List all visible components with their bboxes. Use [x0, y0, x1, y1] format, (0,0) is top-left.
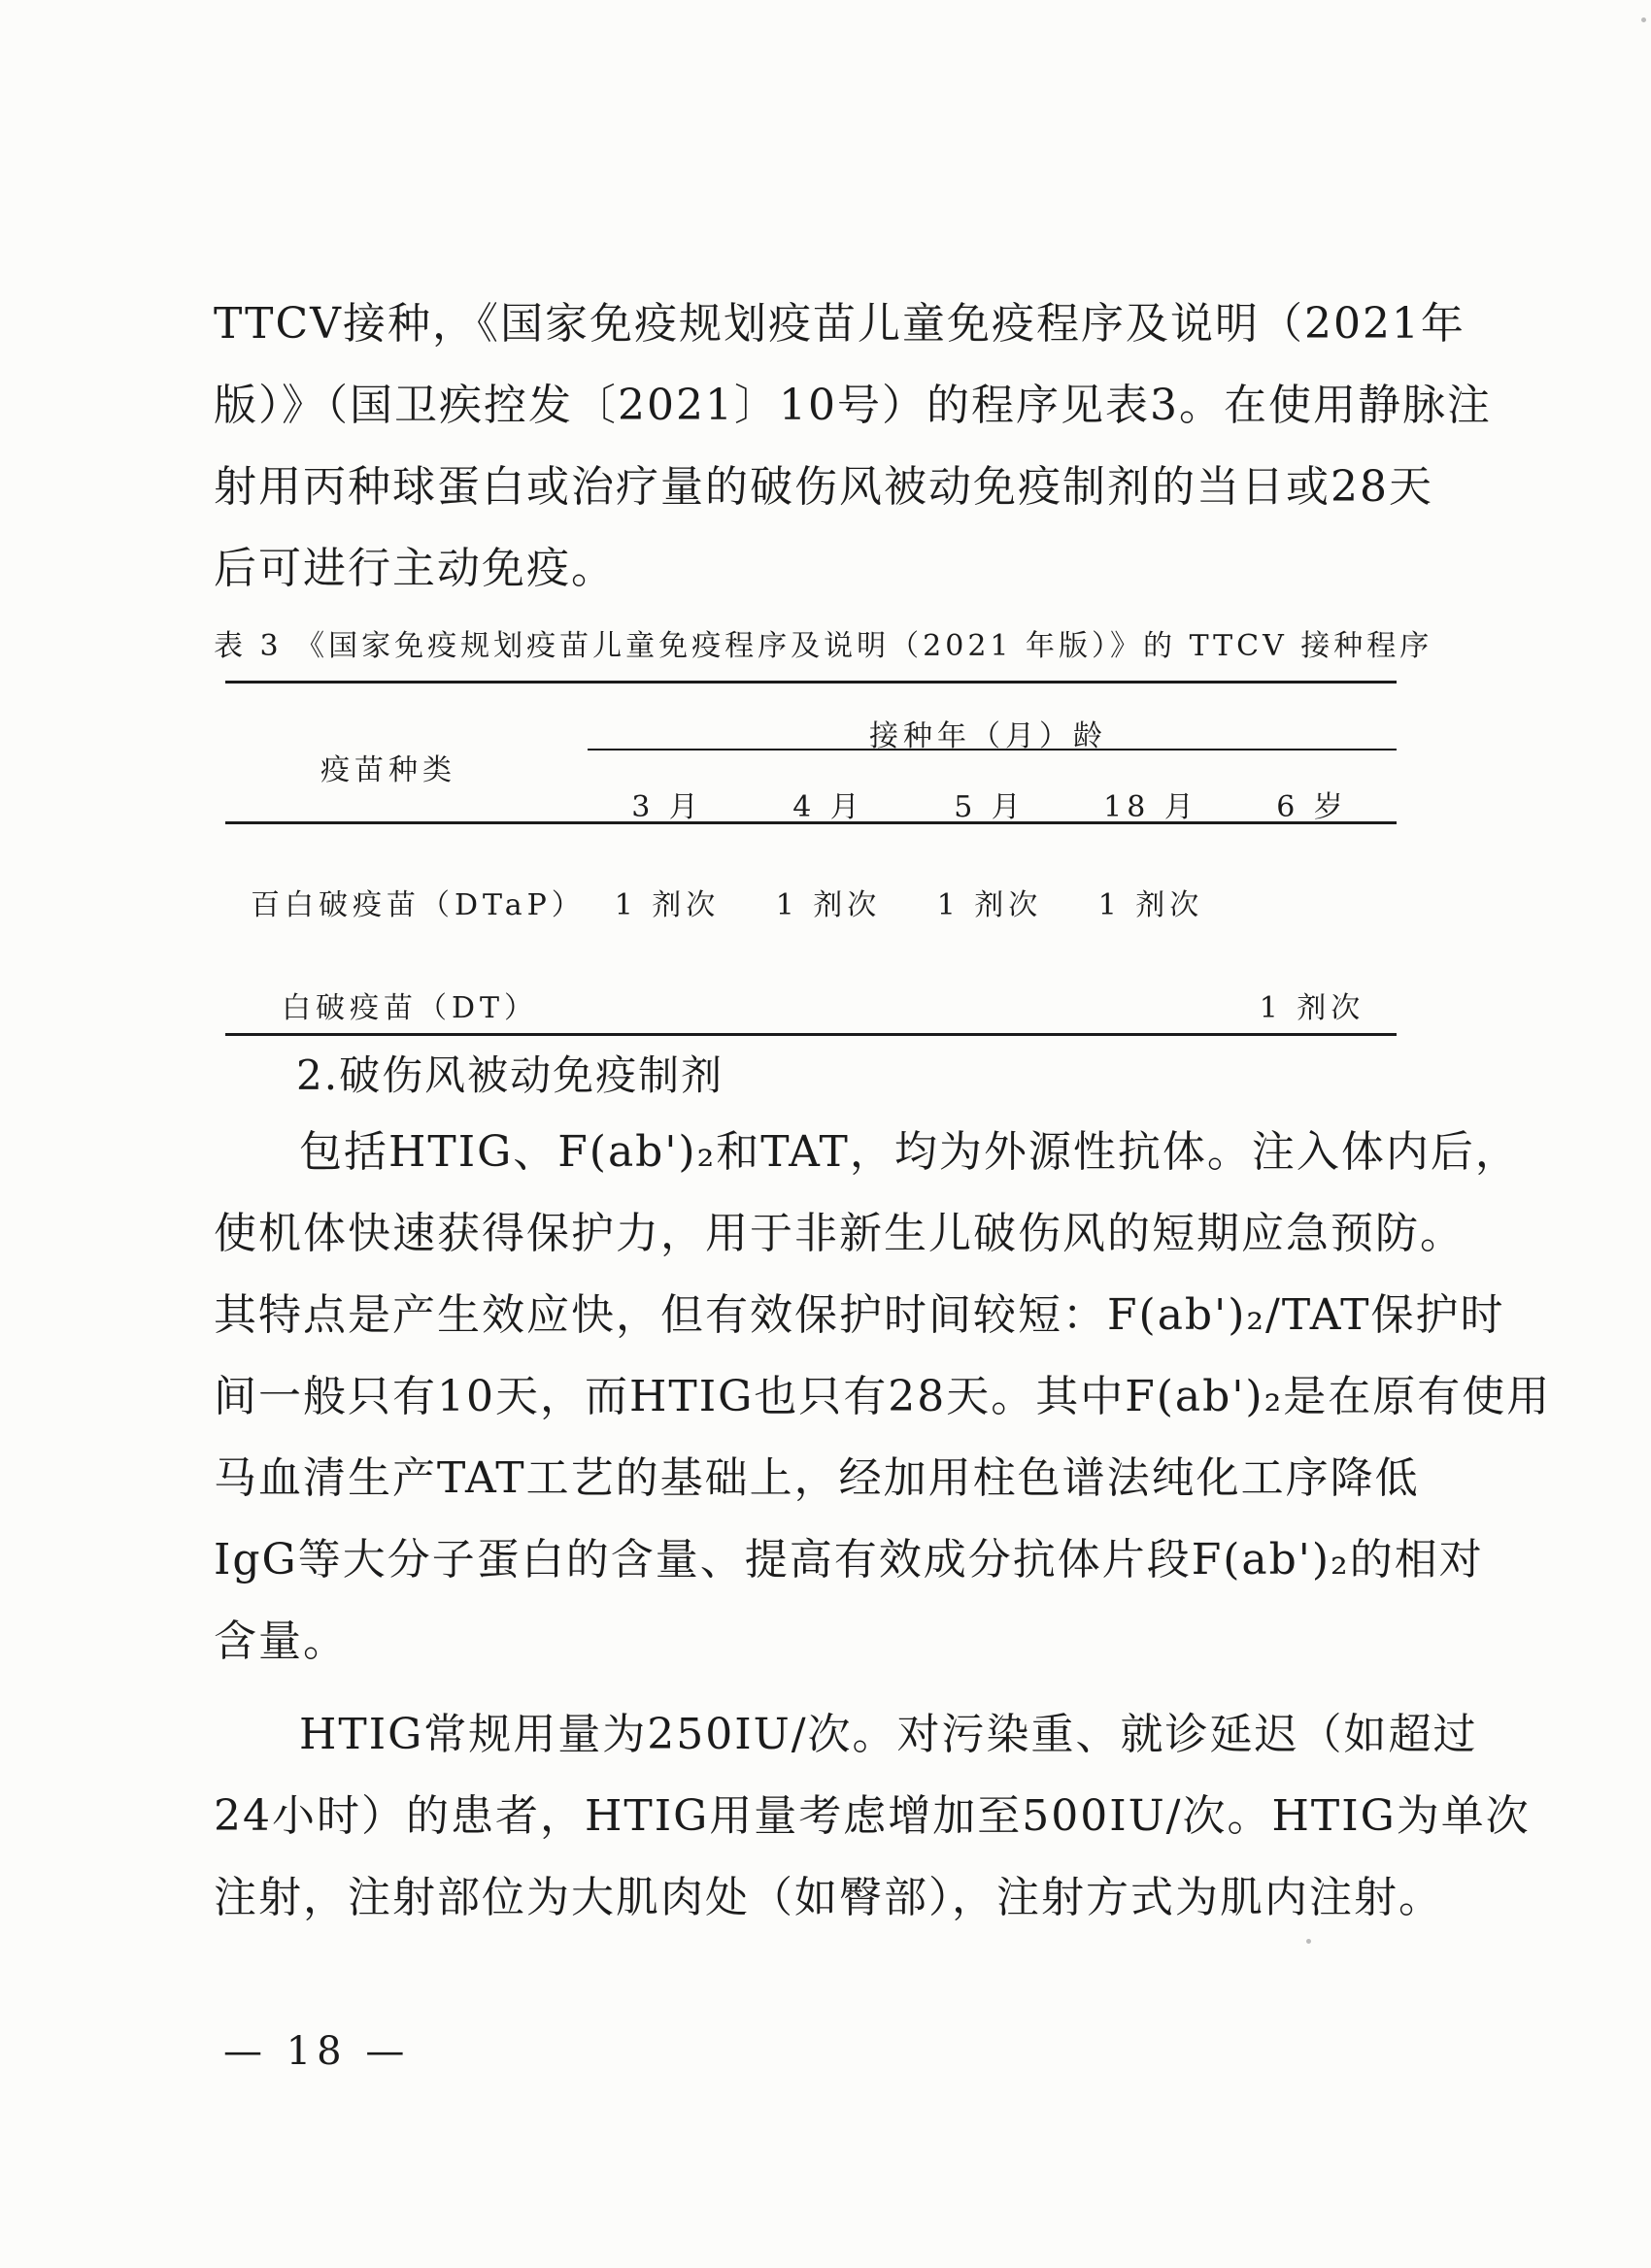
table-header-age: 接种年（月）龄 — [869, 719, 1107, 753]
text-line: 版）》（国卫疾控发〔2021〕10号）的程序见表3。在使用静脉注 — [214, 381, 1492, 430]
text-line: 包括HTIG、F(ab')₂和TAT，均为外源性抗体。注入体内后， — [299, 1127, 1520, 1177]
age-column-header: 6 岁 — [1276, 790, 1348, 824]
table-bottom-rule — [225, 1033, 1397, 1036]
age-column-header: 3 月 — [631, 790, 703, 824]
table-row-name: 白破疫苗（DT） — [282, 991, 539, 1025]
text-line: 马血清生产TAT工艺的基础上，经加用柱色谱法纯化工序降低 — [214, 1453, 1420, 1503]
table-caption: 表 3 《国家免疫规划疫苗儿童免疫程序及说明（2021 年版）》的 TTCV 接种程序 — [214, 629, 1433, 663]
text-line: HTIG常规用量为250IU/次。对污染重、就诊延迟（如超过 — [299, 1710, 1478, 1759]
text-line: 注射，注射部位为大肌肉处（如臀部），注射方式为肌内注射。 — [214, 1873, 1443, 1922]
scan-speck — [1306, 1939, 1311, 1944]
passive-immunity-paragraph — [214, 1112, 1552, 1683]
age-column-header: 4 月 — [792, 790, 864, 824]
text-line: 24小时）的患者，HTIG用量考虑增加至500IU/次。HTIG为单次 — [214, 1791, 1531, 1841]
text-line: 其特点是产生效应快，但有效保护时间较短：F(ab')₂/TAT保护时 — [214, 1290, 1505, 1340]
age-column-header: 18 月 — [1103, 790, 1198, 824]
dose-cell: 1 剂次 — [1259, 991, 1365, 1025]
table-row-name: 百白破疫苗（DTaP） — [251, 888, 586, 922]
scan-speck — [1641, 17, 1646, 22]
dosage-paragraph — [214, 1694, 1531, 1939]
text-line: TTCV接种，《国家免疫规划疫苗儿童免疫程序及说明（2021年 — [214, 299, 1466, 349]
dose-cell: 1 剂次 — [614, 888, 721, 922]
text-line: 含量。 — [214, 1617, 348, 1666]
intro-paragraph — [214, 284, 1492, 610]
text-line: 射用丙种球蛋白或治疗量的破伤风被动免疫制剂的当日或28天 — [214, 462, 1433, 512]
dose-cell: 1 剂次 — [1097, 888, 1204, 922]
text-line: 使机体快速获得保护力，用于非新生儿破伤风的短期应急预防。 — [214, 1209, 1465, 1258]
text-line: 间一般只有10天，而HTIG也只有28天。其中F(ab')₂是在原有使用 — [214, 1372, 1552, 1421]
page-number: — 18 — — [223, 2029, 411, 2074]
dose-cell: 1 剂次 — [775, 888, 882, 922]
section-heading: 2.破伤风被动免疫制剂 — [296, 1051, 724, 1099]
text-line: 后可进行主动免疫。 — [214, 544, 616, 593]
table-top-rule — [225, 681, 1397, 684]
dose-cell: 1 剂次 — [936, 888, 1043, 922]
text-line: IgG等大分子蛋白的含量、提高有效成分抗体片段F(ab')₂的相对 — [214, 1535, 1484, 1584]
table-header-vaccine: 疫苗种类 — [320, 753, 456, 787]
age-column-header: 5 月 — [954, 790, 1026, 824]
